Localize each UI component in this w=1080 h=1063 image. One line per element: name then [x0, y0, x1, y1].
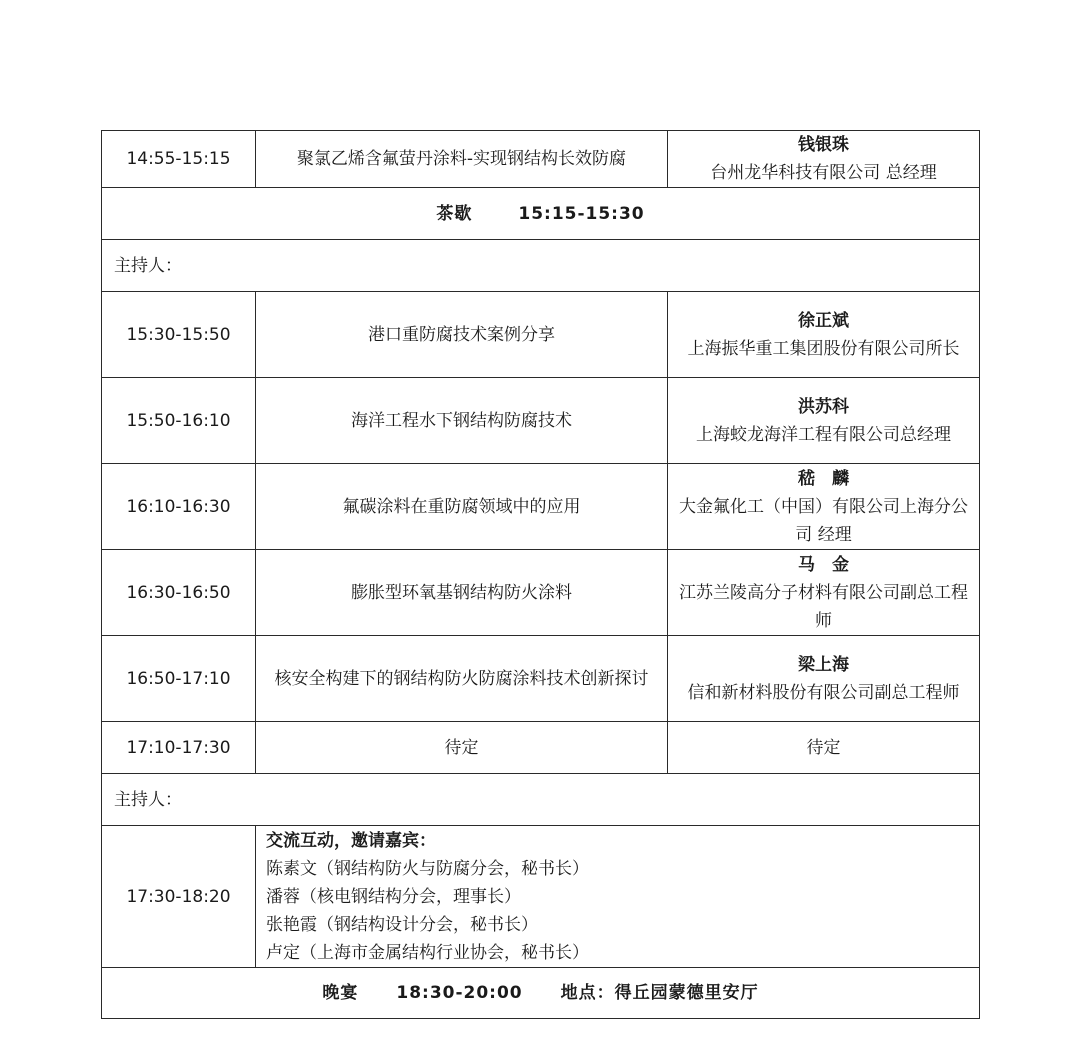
- tea-break-cell: [102, 188, 980, 240]
- dinner-label: 晚宴: [322, 983, 359, 1003]
- speaker-org: 大金氟化工（中国）有限公司上海分公司 经理: [679, 496, 968, 545]
- agenda-row: [102, 464, 980, 550]
- panel-row: [102, 826, 980, 968]
- dinner-row: [102, 968, 980, 1019]
- speaker-cell: [668, 636, 980, 722]
- session-time: 15:50-16:10: [102, 378, 256, 464]
- session-time: 17:10-17:30: [102, 722, 256, 774]
- agenda-row: [102, 292, 980, 378]
- dinner-cell: [102, 968, 980, 1019]
- tea-break-row: [102, 188, 980, 240]
- agenda-row: [102, 378, 980, 464]
- agenda-table: [101, 130, 980, 1019]
- speaker-name: 钱银珠: [798, 135, 849, 155]
- speaker-cell: [668, 378, 980, 464]
- agenda-row: [102, 550, 980, 636]
- speaker-name: 梁上海: [798, 654, 849, 675]
- tea-break-label: 茶歇: [436, 203, 473, 224]
- session-time: 17:30-18:20: [102, 826, 256, 968]
- dinner-time: 18:30-20:00: [396, 983, 523, 1003]
- tea-break-time: 15:15-15:30: [518, 203, 645, 224]
- panel-guest: 潘蓉（核电钢结构分会，理事长）: [266, 886, 521, 907]
- panel-cell: [256, 826, 980, 968]
- session-title: 海洋工程水下钢结构防腐技术: [256, 378, 668, 464]
- session-title: 聚氯乙烯含氟萤丹涂料-实现钢结构长效防腐: [256, 131, 668, 188]
- session-title: 港口重防腐技术案例分享: [256, 292, 668, 378]
- host-row: [102, 774, 980, 826]
- panel-guest: 卢定（上海市金属结构行业协会，秘书长）: [266, 942, 589, 963]
- speaker-name: 嵇 麟: [798, 468, 849, 489]
- speaker-cell: [668, 464, 980, 550]
- speaker-org: 上海振华重工集团股份有限公司所长: [687, 338, 960, 359]
- speaker-org: 台州龙华科技有限公司 总经理: [710, 163, 937, 183]
- speaker-cell: [668, 550, 980, 636]
- speaker-cell: [668, 131, 980, 188]
- agenda-row: [102, 131, 980, 188]
- session-time: 16:10-16:30: [102, 464, 256, 550]
- speaker-name: 徐正斌: [798, 310, 849, 331]
- panel-heading: 交流互动，邀请嘉宾：: [266, 830, 436, 851]
- speaker-name: 待定: [668, 722, 980, 774]
- panel-guest: 张艳霞（钢结构设计分会，秘书长）: [266, 914, 538, 935]
- host-label: 主持人：: [102, 774, 980, 826]
- dinner-venue: 地点：得丘园蒙德里安厅: [560, 983, 759, 1003]
- agenda-row: [102, 636, 980, 722]
- panel-guest: 陈素文（钢结构防火与防腐分会，秘书长）: [266, 858, 589, 879]
- speaker-name: 洪苏科: [798, 396, 849, 417]
- speaker-name: 马 金: [798, 554, 849, 575]
- speaker-org: 江苏兰陵高分子材料有限公司副总工程师: [679, 582, 968, 631]
- agenda-row: [102, 722, 980, 774]
- speaker-org: 上海蛟龙海洋工程有限公司总经理: [696, 424, 951, 445]
- host-label: 主持人：: [102, 240, 980, 292]
- host-row: [102, 240, 980, 292]
- session-title: 膨胀型环氧基钢结构防火涂料: [256, 550, 668, 636]
- session-title: 核安全构建下的钢结构防火防腐涂料技术创新探讨: [256, 636, 668, 722]
- session-time: 14:55-15:15: [102, 131, 256, 188]
- session-time: 15:30-15:50: [102, 292, 256, 378]
- session-time: 16:30-16:50: [102, 550, 256, 636]
- speaker-org: 信和新材料股份有限公司副总工程师: [687, 682, 960, 703]
- session-title: 氟碳涂料在重防腐领域中的应用: [256, 464, 668, 550]
- session-title: 待定: [256, 722, 668, 774]
- session-time: 16:50-17:10: [102, 636, 256, 722]
- speaker-cell: [668, 292, 980, 378]
